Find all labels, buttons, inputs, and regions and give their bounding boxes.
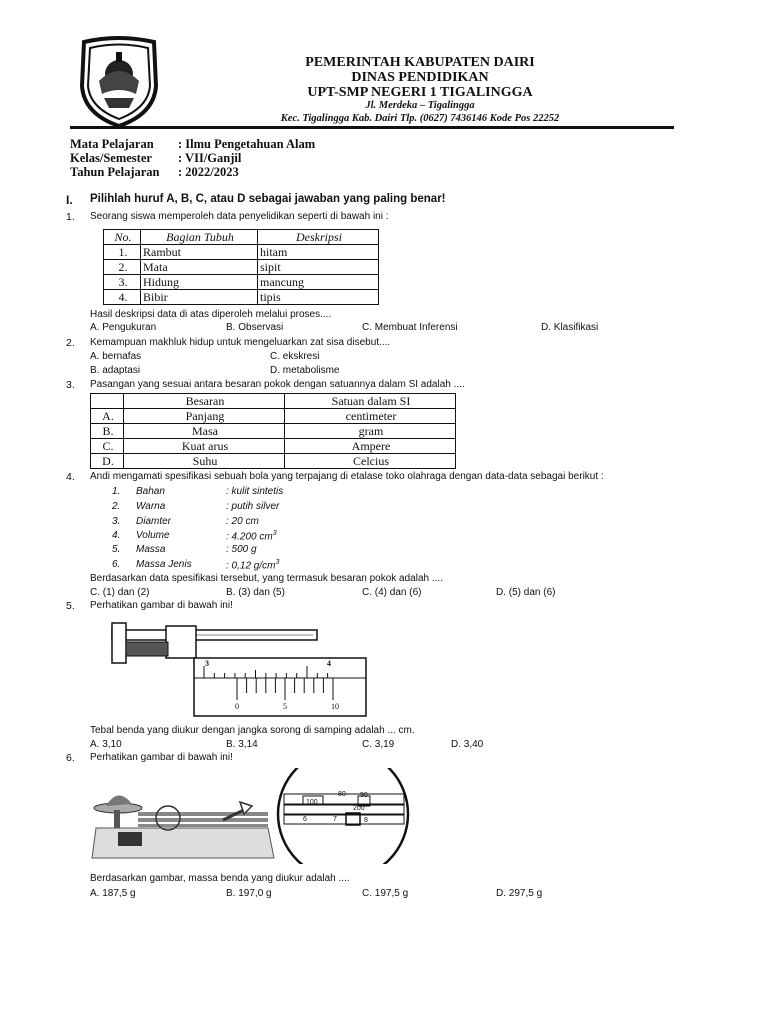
section-title: Pilihlah huruf A, B, C, atau D sebagai jawaban yang paling benar! bbox=[90, 193, 446, 205]
table-row bbox=[91, 439, 456, 454]
q1-option-b: B. Observasi bbox=[226, 322, 284, 333]
q5-text: Perhatikan gambar di bawah ini! bbox=[90, 600, 233, 611]
q2-option-a: A. bernafas bbox=[90, 351, 142, 362]
info-value-subject: : Ilmu Pengetahuan Alam bbox=[178, 137, 316, 151]
vernier-caliper-figure bbox=[108, 618, 370, 718]
spec-value: : putih silver bbox=[226, 501, 280, 512]
header-line-1: PEMERINTAH KABUPATEN DAIRI bbox=[305, 55, 535, 70]
spec-value: : kulit sintetis bbox=[226, 486, 284, 497]
table-row bbox=[91, 454, 456, 469]
spec-number: 4. bbox=[112, 530, 121, 541]
q3-cell: Panjang bbox=[124, 409, 285, 424]
beam-label-7: 7 bbox=[333, 816, 337, 823]
q1-header-desc: Deskripsi bbox=[258, 230, 379, 245]
q1-cell: 2. bbox=[104, 260, 141, 275]
q1-option-c: C. Membuat Inferensi bbox=[362, 322, 458, 333]
q4-text: Andi mengamati spesifikasi sebuah bola yang terpajang di etalase toko olahraga dengan data-data sebagai berikut : bbox=[90, 471, 604, 482]
main-scale-4: 4 bbox=[327, 659, 331, 668]
spec-key: Bahan bbox=[136, 486, 165, 497]
spec-value: : 500 g bbox=[226, 544, 257, 555]
q3-cell: D. bbox=[91, 454, 124, 469]
table-row bbox=[104, 275, 379, 290]
spec-value bbox=[226, 559, 279, 571]
spec-superscript: 3 bbox=[275, 559, 280, 566]
q3-cell: A. bbox=[91, 409, 124, 424]
q4-option-c: C. (4) dan (6) bbox=[362, 587, 422, 598]
q4-option-d: D. (5) dan (6) bbox=[496, 587, 556, 598]
table-row bbox=[104, 290, 379, 305]
q1-header-no: No. bbox=[104, 230, 141, 245]
q6-text: Perhatikan gambar di bawah ini! bbox=[90, 752, 233, 763]
q3-header-blank bbox=[91, 394, 124, 409]
q3-cell: gram bbox=[285, 424, 456, 439]
q6-option-b: B. 197,0 g bbox=[226, 888, 272, 899]
q2-option-b: B. adaptasi bbox=[90, 365, 141, 376]
q1-cell: 4. bbox=[104, 290, 141, 305]
dairi-regency-crest-icon bbox=[74, 36, 164, 130]
q4-followup: Berdasarkan data spesifikasi tersebut, yang termasuk besaran pokok adalah .... bbox=[90, 573, 443, 584]
beam-label-80: 80 bbox=[338, 791, 346, 798]
q5-option-c: C. 3,19 bbox=[362, 739, 395, 750]
q1-header-part: Bagian Tubuh bbox=[141, 230, 258, 245]
beam-label-90: 90 bbox=[360, 792, 368, 799]
q5-number: 5. bbox=[66, 600, 75, 612]
q4-number: 4. bbox=[66, 471, 75, 483]
q6-option-c: C. 197,5 g bbox=[362, 888, 409, 899]
info-label-subject: Mata Pelajaran bbox=[70, 137, 154, 151]
header-divider bbox=[70, 126, 674, 129]
q1-cell: Bibir bbox=[141, 290, 258, 305]
q3-cell: centimeter bbox=[285, 409, 456, 424]
q5-option-a: A. 3,10 bbox=[90, 739, 122, 750]
spec-number: 1. bbox=[112, 486, 121, 497]
table-row bbox=[91, 409, 456, 424]
q2-option-d: D. metabolisme bbox=[270, 365, 340, 376]
q1-cell: hitam bbox=[258, 245, 379, 260]
spec-value bbox=[226, 530, 277, 542]
q5-option-d: D. 3,40 bbox=[451, 739, 484, 750]
q6-option-d: D. 297,5 g bbox=[496, 888, 543, 899]
beam-label-6: 6 bbox=[303, 816, 307, 823]
q3-cell: Ampere bbox=[285, 439, 456, 454]
q3-header-unit: Satuan dalam SI bbox=[285, 394, 456, 409]
q1-cell: Rambut bbox=[141, 245, 258, 260]
q3-header-quantity: Besaran bbox=[124, 394, 285, 409]
school-logo bbox=[74, 36, 164, 130]
triple-beam-balance-figure bbox=[88, 768, 418, 864]
spec-number: 6. bbox=[112, 559, 121, 570]
q3-cell: Celcius bbox=[285, 454, 456, 469]
header-line-3: UPT-SMP NEGERI 1 TIGALINGGA bbox=[307, 85, 533, 100]
q4-option-a: C. (1) dan (2) bbox=[90, 587, 150, 598]
q3-number: 3. bbox=[66, 379, 75, 391]
section-number: I. bbox=[66, 193, 73, 207]
table-row bbox=[104, 260, 379, 275]
q1-followup: Hasil deskripsi data di atas diperoleh melalui proses.... bbox=[90, 309, 332, 320]
info-label-year: Tahun Pelajaran bbox=[70, 165, 160, 179]
q1-table bbox=[103, 229, 379, 305]
spec-number: 3. bbox=[112, 516, 121, 527]
spec-key: Warna bbox=[136, 501, 166, 512]
q3-cell: C. bbox=[91, 439, 124, 454]
vernier-scale-10: 10 bbox=[331, 702, 339, 711]
info-label-class: Kelas/Semester bbox=[70, 151, 152, 165]
q5-followup: Tebal benda yang diukur dengan jangka sorong di samping adalah ... cm. bbox=[90, 725, 415, 736]
vernier-scale-0: 0 bbox=[235, 702, 239, 711]
q1-option-d: D. Klasifikasi bbox=[541, 322, 599, 333]
q2-option-c: C. ekskresi bbox=[270, 351, 320, 362]
spec-key: Massa Jenis bbox=[136, 559, 192, 570]
q6-option-a: A. 187,5 g bbox=[90, 888, 136, 899]
table-row bbox=[91, 424, 456, 439]
address-line-2: Kec. Tigalingga Kab. Dairi Tlp. (0627) 7436146 Kode Pos 22252 bbox=[280, 113, 560, 124]
q2-number: 2. bbox=[66, 337, 75, 349]
beam-label-200: 200 bbox=[353, 805, 365, 812]
info-value-year: : 2022/2023 bbox=[178, 165, 239, 179]
q3-cell: Kuat arus bbox=[124, 439, 285, 454]
q1-number: 1. bbox=[66, 211, 75, 223]
spec-key: Diamter bbox=[136, 516, 172, 527]
vernier-ticks bbox=[108, 618, 370, 718]
q1-cell: Hidung bbox=[141, 275, 258, 290]
q2-text: Kemampuan makhluk hidup untuk mengeluarkan zat sisa disebut.... bbox=[90, 337, 391, 348]
q3-table bbox=[90, 393, 456, 469]
q3-cell: B. bbox=[91, 424, 124, 439]
spec-value-text: : 0,12 g/cm bbox=[226, 560, 276, 572]
q6-followup: Berdasarkan gambar, massa benda yang diukur adalah .... bbox=[90, 873, 350, 884]
q1-cell: tipis bbox=[258, 290, 379, 305]
q4-option-b: B. (3) dan (5) bbox=[226, 587, 285, 598]
spec-key: Volume bbox=[136, 530, 170, 541]
main-scale-3: 3 bbox=[205, 659, 209, 668]
spec-value: : 20 cm bbox=[226, 516, 259, 527]
q1-option-a: A. Pengukuran bbox=[90, 322, 157, 333]
beam-label-8: 8 bbox=[364, 817, 368, 824]
beam-label-100: 100 bbox=[306, 799, 318, 806]
q3-text: Pasangan yang sesuai antara besaran pokok dengan satuannya dalam SI adalah .... bbox=[90, 379, 465, 390]
q1-cell: 3. bbox=[104, 275, 141, 290]
spec-number: 5. bbox=[112, 544, 121, 555]
q6-number: 6. bbox=[66, 752, 75, 764]
address-line-1: Jl. Merdeka – Tigalingga bbox=[365, 100, 475, 111]
spec-superscript: 3 bbox=[272, 530, 277, 537]
vernier-scale-5: 5 bbox=[283, 702, 287, 711]
spec-value-text: : 4.200 cm bbox=[226, 531, 273, 543]
q3-cell: Suhu bbox=[124, 454, 285, 469]
info-value-class: : VII/Ganjil bbox=[178, 151, 242, 165]
table-row bbox=[104, 245, 379, 260]
spec-number: 2. bbox=[112, 501, 121, 512]
spec-key: Massa bbox=[136, 544, 166, 555]
q1-cell: sipit bbox=[258, 260, 379, 275]
q1-cell: mancung bbox=[258, 275, 379, 290]
q1-cell: Mata bbox=[141, 260, 258, 275]
q5-option-b: B. 3,14 bbox=[226, 739, 258, 750]
q1-text: Seorang siswa memperoleh data penyelidikan seperti di bawah ini : bbox=[90, 211, 389, 222]
q1-cell: 1. bbox=[104, 245, 141, 260]
q3-cell: Masa bbox=[124, 424, 285, 439]
header-line-2: DINAS PENDIDIKAN bbox=[351, 70, 489, 85]
